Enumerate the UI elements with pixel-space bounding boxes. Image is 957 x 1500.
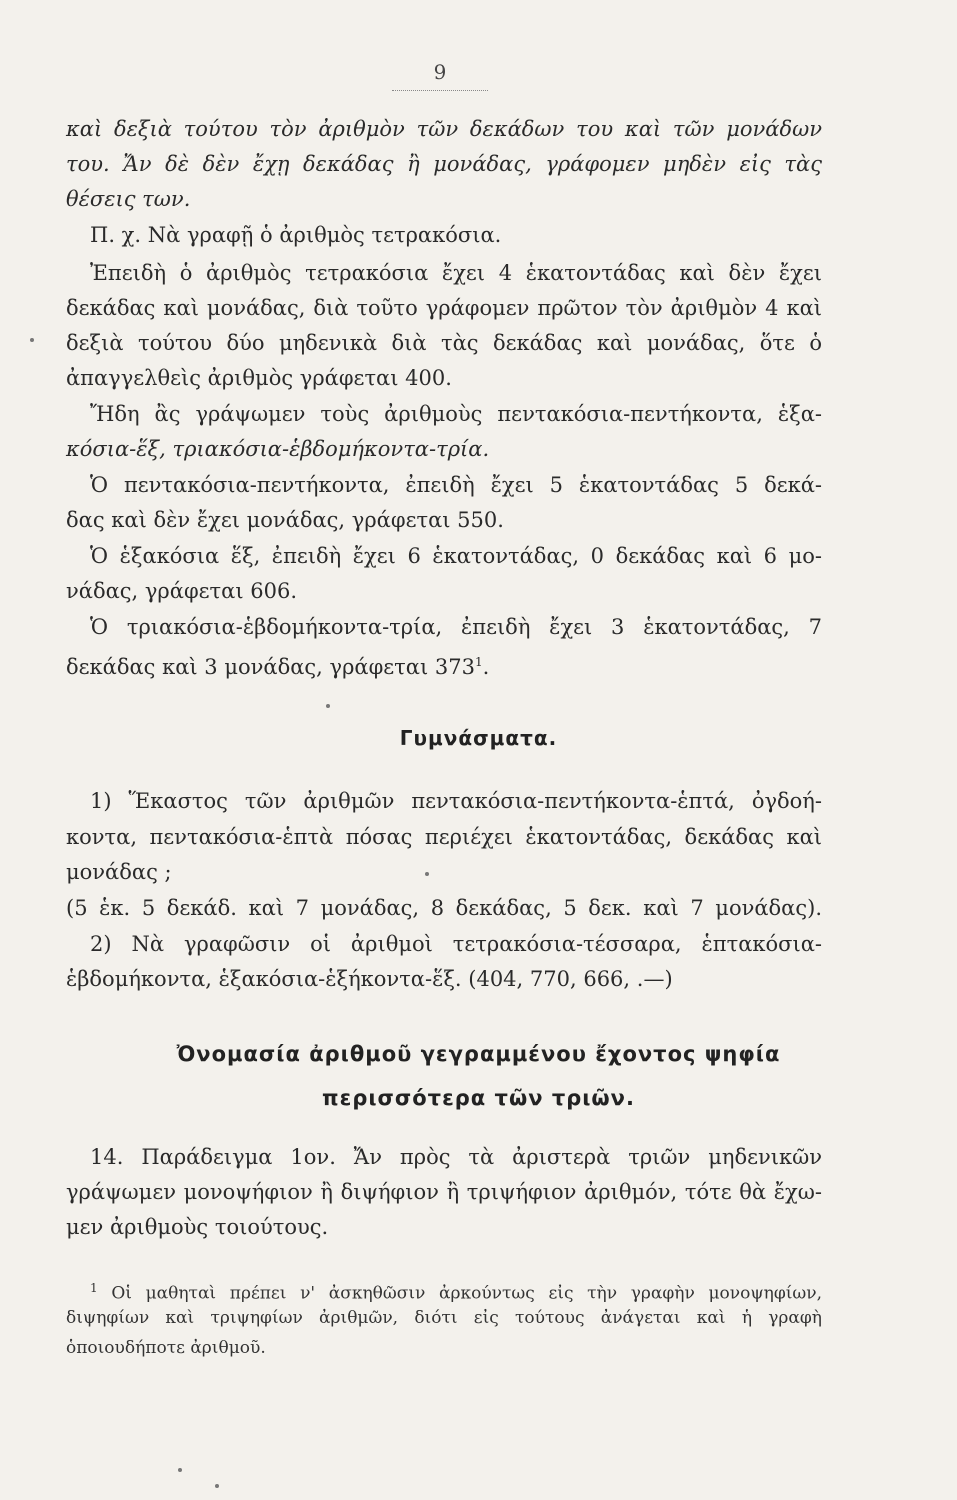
line-end-period: . <box>482 655 490 679</box>
section-heading-line-2: περισσότερα τῶν τριῶν. <box>322 1086 635 1110</box>
footnote-line <box>90 1276 822 1306</box>
text-line: νάδας, γράφεται 606. <box>66 579 298 603</box>
text-line: Ἐπειδὴ ὁ ἀριθμὸς τετρακόσια ἔχει 4 ἑκατοντάδας καὶ δὲν ἔχει <box>90 261 822 285</box>
page-number: 9 <box>433 60 447 84</box>
exercises-heading: Γυμνάσματα. <box>399 726 558 750</box>
section-heading-line-1: Ὀνομασία ἀριθμοῦ γεγραμμένου ἔχοντος ψηφία <box>176 1042 781 1066</box>
section-text-line: γράψωμεν μονοψήφιον ἢ διψήφιον ἢ τριψήφιον ἀριθμόν, τότε θὰ ἔχω- <box>66 1180 822 1204</box>
footnote-line: ὁποιουδήποτε ἀριθμοῦ. <box>66 1338 266 1358</box>
page-number-rule <box>392 90 488 91</box>
exercise-line: ἑβδομήκοντα, ἑξακόσια-ἑξήκοντα-ἕξ. (404, 770, 666, .—) <box>66 967 673 991</box>
text-line: θέσεις των. <box>66 187 191 211</box>
exercise-answer-line: (5 ἑκ. 5 δεκάδ. καὶ 7 μονάδας, 8 δεκάδας, 5 δεκ. καὶ 7 μονάδας). <box>66 896 822 920</box>
exercise-line: κοντα, πεντακόσια-ἑπτὰ πόσας περιέχει ἑκατοντάδας, δεκάδας καὶ <box>66 825 822 849</box>
footnote-marker: 1 <box>90 1281 98 1295</box>
footnote-text: Οἱ μαθηταὶ πρέπει ν' ἀσκηθῶσιν ἀρκούντως εἰς τὴν γραφὴν μονοψηφίων, <box>111 1283 823 1304</box>
section-text-line: μεν ἀριθμοὺς τοιούτους. <box>66 1215 329 1239</box>
text-line: καὶ δεξιὰ τούτου τὸν ἀριθμὸν τῶν δεκάδων του καὶ τῶν μονάδων <box>66 117 822 141</box>
text-line: Π. χ. Νὰ γραφῇ ὁ ἀριθμὸς τετρακόσια. <box>90 223 502 247</box>
text-line: κόσια-ἕξ, τριακόσια-ἑβδομήκοντα-τρία. <box>66 437 490 461</box>
text-line-content: δεκάδας καὶ 3 μονάδας, γράφεται 373 <box>66 655 475 679</box>
exercise-line: μονάδας ; <box>66 860 172 884</box>
footnote-reference: 1 <box>474 655 483 669</box>
exercise-line: 2) Νὰ γραφῶσιν οἱ ἀριθμοὶ τετρακόσια-τέσσαρα, ἑπτακόσια- <box>90 932 822 956</box>
text-line: Ὁ ἑξακόσια ἕξ, ἐπειδὴ ἔχει 6 ἑκατοντάδας, 0 δεκάδας καὶ 6 μο- <box>90 544 822 568</box>
section-text-line: 14. Παράδειγμα 1ον. Ἄν πρὸς τὰ ἀριστερὰ τριῶν μηδενικῶν <box>90 1145 822 1169</box>
text-line: του. Ἄν δὲ δὲν ἔχῃ δεκάδας ἢ μονάδας, γράφομεν μηδὲν εἰς τὰς <box>66 152 822 176</box>
footnote-line: διψηφίων καὶ τριψηφίων ἀριθμῶν, διότι εἰς τούτους ἀνάγεται καὶ ἡ γραφὴ <box>66 1308 822 1328</box>
text-line <box>66 647 489 682</box>
text-line: Ἤδη ἂς γράψωμεν τοὺς ἀριθμοὺς πεντακόσια-πεντήκοντα, ἑξα- <box>90 402 822 426</box>
text-line: ἀπαγγελθεὶς ἀριθμὸς γράφεται 400. <box>66 366 452 390</box>
text-line: δεκάδας καὶ μονάδας, διὰ τοῦτο γράφομεν πρῶτον τὸν ἀριθμὸν 4 καὶ <box>66 296 822 320</box>
text-line: δας καὶ δὲν ἔχει μονάδας, γράφεται 550. <box>66 508 504 532</box>
text-line: Ὁ πεντακόσια-πεντήκοντα, ἐπειδὴ ἔχει 5 ἑκατοντάδας 5 δεκά- <box>90 473 822 497</box>
exercise-line: 1) Ἕκαστος τῶν ἀριθμῶν πεντακόσια-πεντήκοντα-ἑπτά, ὀγδοή- <box>90 789 822 813</box>
text-line: Ὁ τριακόσια-ἑβδομήκοντα-τρία, ἐπειδὴ ἔχει 3 ἑκατοντάδας, 7 <box>90 615 822 639</box>
text-line: δεξιὰ τούτου δύο μηδενικὰ διὰ τὰς δεκάδας καὶ μονάδας, ὅτε ὁ <box>66 331 822 355</box>
